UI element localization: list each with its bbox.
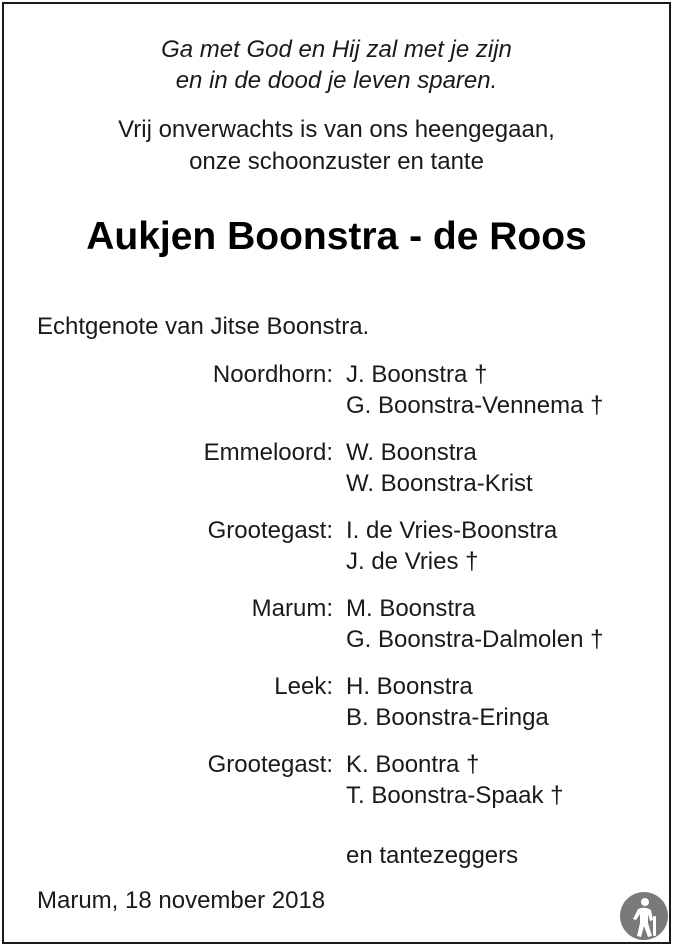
family-names <box>346 593 603 655</box>
family-name: K. Boontra † <box>346 751 480 778</box>
memorial-figure-logo-graphic <box>619 890 669 942</box>
family-name: W. Boonstra <box>346 439 477 466</box>
family-place: Grootegast: <box>207 751 333 778</box>
dateline: Marum, 18 november 2018 <box>37 887 326 914</box>
family-place: Noordhorn: <box>212 361 333 388</box>
family-place: Emmeloord: <box>203 439 333 466</box>
family-name: J. de Vries † <box>346 548 479 575</box>
announcement-intro <box>4 114 669 178</box>
family-names <box>346 359 603 421</box>
spouse-line: Echtgenote van Jitse Boonstra. <box>37 313 370 340</box>
family-name: G. Boonstra-Vennema † <box>346 392 604 419</box>
deceased-name: Aukjen Boonstra - de Roos <box>86 215 587 258</box>
intro-line-1: Vrij onverwachts is van ons heengegaan, <box>118 116 555 143</box>
family-names <box>346 437 533 499</box>
family-name: J. Boonstra † <box>346 361 488 388</box>
family-entry <box>4 671 669 749</box>
family-names <box>346 749 563 811</box>
family-place: Leek: <box>274 673 333 700</box>
family-names <box>346 515 557 577</box>
family-name: B. Boonstra-Eringa <box>346 704 549 731</box>
obituary-card <box>2 2 671 944</box>
family-entry <box>4 359 669 437</box>
family-entry <box>4 437 669 515</box>
logo-figure-head <box>641 898 649 906</box>
family-entry <box>4 515 669 593</box>
verse-line-2: en in de dood je leven sparen. <box>175 67 498 94</box>
family-place: Grootegast: <box>207 517 333 544</box>
verse <box>4 34 669 96</box>
family-list <box>4 359 669 827</box>
family-entry <box>4 749 669 827</box>
family-name: M. Boonstra <box>346 595 476 622</box>
family-name: G. Boonstra-Dalmolen † <box>346 626 604 653</box>
family-entry <box>4 593 669 671</box>
family-name: I. de Vries-Boonstra <box>346 517 558 544</box>
family-names <box>346 671 549 733</box>
intro-line-2: onze schoonzuster en tante <box>189 148 484 175</box>
verse-line-1: Ga met God en Hij zal met je zijn <box>161 36 512 63</box>
family-name: T. Boonstra-Spaak † <box>346 782 564 809</box>
relatives-line: en tantezeggers <box>346 842 519 869</box>
family-place: Marum: <box>251 595 333 622</box>
family-name: H. Boonstra <box>346 673 473 700</box>
logo-figure-staff <box>653 916 656 936</box>
memorial-figure-logo-icon <box>619 890 669 942</box>
family-name: W. Boonstra-Krist <box>346 470 533 497</box>
